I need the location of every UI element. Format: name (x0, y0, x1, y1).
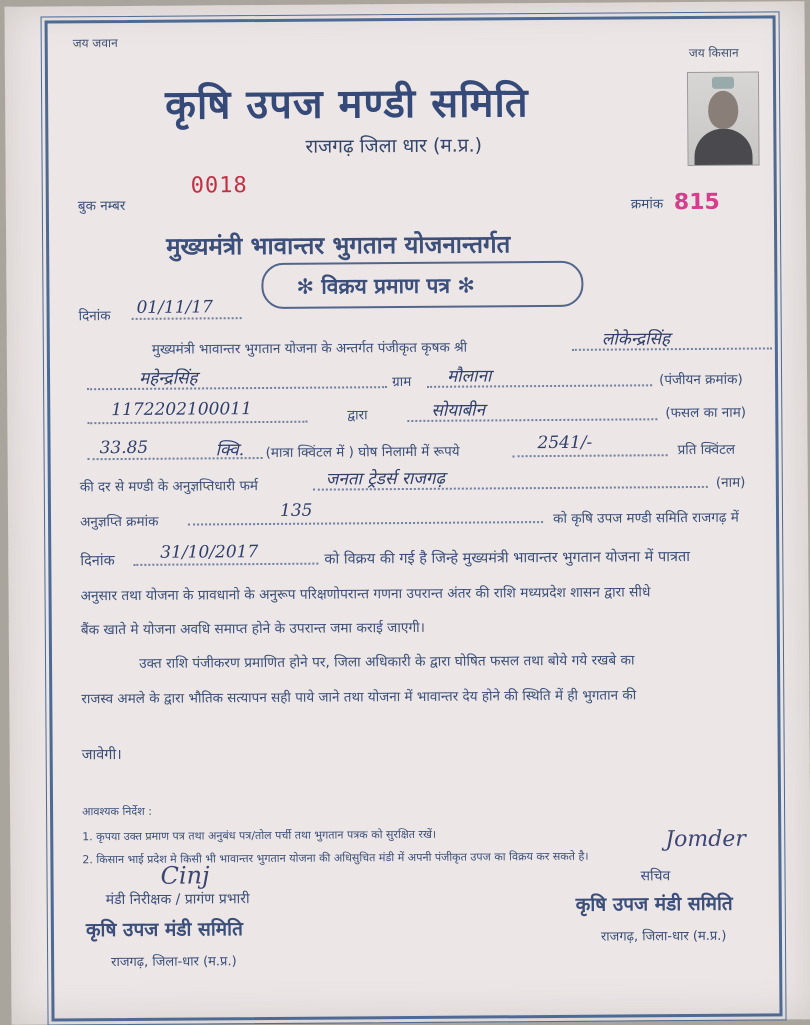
registration-label: (पंजीयन क्रमांक) (659, 371, 743, 389)
emblem-icon (712, 77, 734, 89)
portrait-photo (687, 72, 760, 167)
slogan-right: जय किसान (688, 45, 739, 61)
note-item: 2. किसान भाई प्रदेश मे किसी भी भावान्तर भुगतान योजना की अधिसुचित मंडी में अपनी पंजीकृत उपज का विक्रय कर सकते है। (82, 849, 589, 867)
rate-value: 2541/- (537, 432, 593, 454)
crop-label: (फसल का नाम) (665, 404, 747, 422)
serial-label: क्रमांक (630, 196, 664, 213)
sale-date-value: 31/10/2017 (160, 542, 259, 563)
by-label: द्वारा (347, 407, 368, 424)
notes-heading: आवश्यक निर्देश : (82, 804, 152, 819)
firm-text: की दर से मण्डी के अनुज्ञप्तिधारी फर्म (79, 478, 258, 496)
left-stamp-place: राजगढ़, जिला-धार (म.प्र.) (111, 954, 237, 971)
license-label: अनुज्ञप्ति क्रमांक (80, 513, 159, 531)
book-number-label: बुक नम्बर (77, 197, 126, 215)
inspector-role: मंडी निरीक्षक / प्रागंण प्रभारी (105, 891, 250, 909)
village-value: मौलाना (446, 366, 492, 387)
quantity-label: (मात्रा क्विंटल में ) घोष निलामी में रूपये (265, 443, 460, 461)
crop-value: सोयाबीन (431, 400, 486, 421)
quantity-unit: क्वि. (215, 440, 245, 461)
right-stamp-org: कृषि उपज मंडी समिति (575, 892, 733, 916)
father-name: महेन्द्रसिंह (138, 368, 198, 389)
note-item: 1. कृपया उक्त प्रमाण पत्र तथा अनुबंध पत्र/तोल पर्ची तथा भुगतान पत्रक को सुरक्षित रखें। (82, 827, 437, 844)
license-tail: को कृषि उपज मण्डी समिति राजगढ़ में (552, 509, 739, 527)
inspector-signature: Cinj (160, 861, 210, 890)
paragraph2-line3: जावेगी। (81, 747, 122, 764)
slogan-left: जय जवान (72, 36, 118, 51)
quantity-value: 33.85 (99, 437, 149, 459)
date-value: 01/11/17 (136, 297, 213, 318)
right-stamp-place: राजगढ़, जिला-धार (म.प्र.) (600, 928, 727, 945)
paragraph1-line3: बैंक खाते मे योजना अवधि समाप्त होने के उपरान्त जमा कराई जाएगी। (80, 619, 425, 639)
serial-number-value: 815 (673, 189, 720, 216)
paragraph2-line2: राजस्व अमले के द्वारा भौतिक सत्यापन सही पाये जाने तथा योजना में भावान्तर देय होने की स्थिति में ही भुगतान की (81, 687, 637, 708)
paragraph1-line2: अनुसार तथा योजना के प्रावधानो के अनुरूप परिक्षणोपरान्त गणना उपरान्त अंतर की राशि मध्यप्रदेश शासन द्वारा सीधे (80, 584, 651, 605)
secretary-role: सचिव (640, 868, 671, 885)
paragraph2-line1: उक्त राशि पंजीकरण प्रमाणित होने पर, जिला अधिकारी के द्वारा घोषित फसल तथा बोये गये रखबे का (138, 652, 635, 672)
certificate-paper (4, 1, 810, 1025)
page-subtitle: राजगढ़ जिला धार (म.प्र.) (305, 134, 483, 158)
scheme-farmer-text: मुख्यमंत्री भावान्तर भुगतान योजना के अन्तर्गत पंजीकृत कृषक श्री (151, 339, 468, 358)
certificate-title: ✻ विक्रय प्रमाण पत्र ✻ (296, 273, 476, 299)
sale-tail: को विक्रय की गई है जिन्हे मुख्यमंत्री भावान्तर भुगतान योजना में पात्रता (324, 549, 691, 568)
registration-value: 1172202100011 (111, 399, 252, 421)
date-label: दिनांक (78, 308, 111, 325)
per-quintal-label: प्रति क्विंटल (677, 441, 736, 459)
license-value: 135 (279, 500, 313, 521)
left-stamp-org: कृषि उपज मंडी समिति (85, 918, 243, 942)
book-number-value: 0018 (190, 173, 248, 199)
farmer-name: लोकेन्द्रसिंह (601, 329, 671, 350)
scheme-heading: मुख्यमंत्री भावान्तर भुगतान योजनान्तर्गत (166, 230, 511, 261)
name-label: (नाम) (715, 474, 746, 491)
page-title: कृषि उपज मण्डी समिति (164, 80, 529, 129)
secretary-signature: Jomder (665, 826, 746, 853)
village-label: ग्राम (392, 373, 412, 391)
sale-date-label: दिनांक (80, 553, 115, 570)
firm-value: जनता ट्रेडर्स राजगढ़ (325, 468, 446, 490)
